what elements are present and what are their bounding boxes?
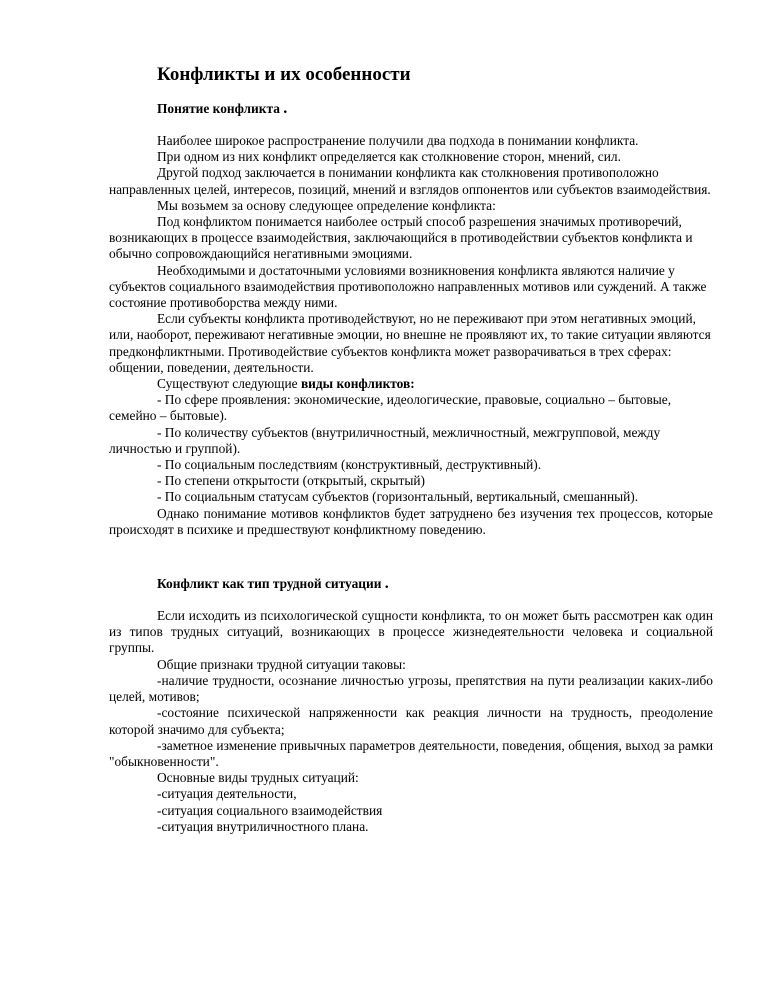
heading-dot: .: [283, 100, 288, 117]
conflict-type-item: - По количеству субъектов (внутриличностный, межличностный, межгрупповой, между личностью и группой).: [109, 424, 661, 456]
heading-dot: .: [384, 575, 389, 593]
sign-item: -состояние психической напряженности как реакция личности на трудность, преодоление которой значимо для субъекта;: [109, 705, 713, 737]
section-heading-concept: [157, 100, 713, 118]
kind-item: -ситуация социального взаимодействия: [157, 802, 383, 818]
conflict-types-intro-text: Существуют следующие: [157, 376, 301, 392]
sign-item: -заметное изменение привычных параметров деятельности, поведения, общения, выход за рамки "обыкновенности".: [109, 737, 713, 769]
paragraph: Наиболее широкое распространение получили два подхода в понимании конфликта.: [157, 133, 639, 148]
conflict-types-bold: виды конфликтов:: [300, 376, 415, 392]
paragraph: Другой подход заключается в понимании конфликта как столкновения противоположно направленных целей, интересов, позиций, мнений и взглядов оппонентов или субъектов взаимодействия.: [109, 165, 711, 197]
section-heading-difficult-situation-text: Конфликт как тип трудной ситуации: [157, 576, 382, 592]
conflict-type-item: - По степени открытости (открытый, скрытый): [157, 473, 425, 489]
paragraph: Если субъекты конфликта противодействуют, но не переживают при этом негативных эмоций, или, наоборот, переживают негативные эмоции, но внешне не проявляют их, то такие ситуации являются предконфликтными. Противодействие субъектов конфликта может разворачиваться в трех сферах: общении, поведении, деятельности.: [109, 311, 711, 375]
paragraph: Основные виды трудных ситуаций:: [157, 770, 359, 786]
paragraph: Под конфликтом понимается наиболее острый способ разрешения значимых противоречий, возникающих в процессе взаимодействия, заключающийся в противодействии субъектов конфликта и обычно сопровождающийся негативными эмоциями.: [109, 214, 693, 262]
paragraph: Если исходить из психологической сущности конфликта, то он может быть рассмотрен как один из типов трудных ситуаций, возникающих в процессе жизнедеятельности человека и социальной группы.: [109, 608, 713, 656]
sign-item: -наличие трудности, осознание личностью угрозы, препятствия на пути реализации каких-либо целей, мотивов;: [109, 672, 713, 705]
kind-item: -ситуация деятельности,: [157, 786, 297, 802]
paragraph: При одном из них конфликт определяется как столкновение сторон, мнений, сил.: [157, 149, 621, 165]
document-title: Конфликты и их особенности: [157, 64, 411, 85]
paragraph: Необходимыми и достаточными условиями возникновения конфликта являются наличие у субъектов социального взаимодействия противоположно направленных мотивов или суждений. А также состояние противоборства между ними.: [109, 262, 707, 311]
kind-item: -ситуация внутриличностного плана.: [157, 818, 369, 834]
conflict-type-item: - По сфере проявления: экономические, идеологические, правовые, социально – бытовые, семейно – бытовые).: [109, 392, 672, 424]
conflict-type-item: - По социальным статусам субъектов (горизонтальный, вертикальный, смешанный).: [157, 489, 639, 505]
conflict-types-intro: [109, 376, 713, 392]
paragraph: Мы возьмем за основу следующее определение конфликта:: [157, 197, 496, 213]
paragraph: Общие признаки трудной ситуации таковы:: [157, 656, 406, 672]
conflict-type-item: - По социальным последствиям (конструктивный, деструктивный).: [157, 457, 542, 473]
document-page: [109, 62, 713, 835]
section-heading-concept-text: Понятие конфликта: [157, 101, 280, 116]
section-heading-difficult-situation: [157, 575, 713, 593]
paragraph-closing: Однако понимание мотивов конфликтов будет затруднено без изучения тех процессов, которые происходят в психике и предшествуют конфликтному поведению.: [109, 505, 713, 537]
